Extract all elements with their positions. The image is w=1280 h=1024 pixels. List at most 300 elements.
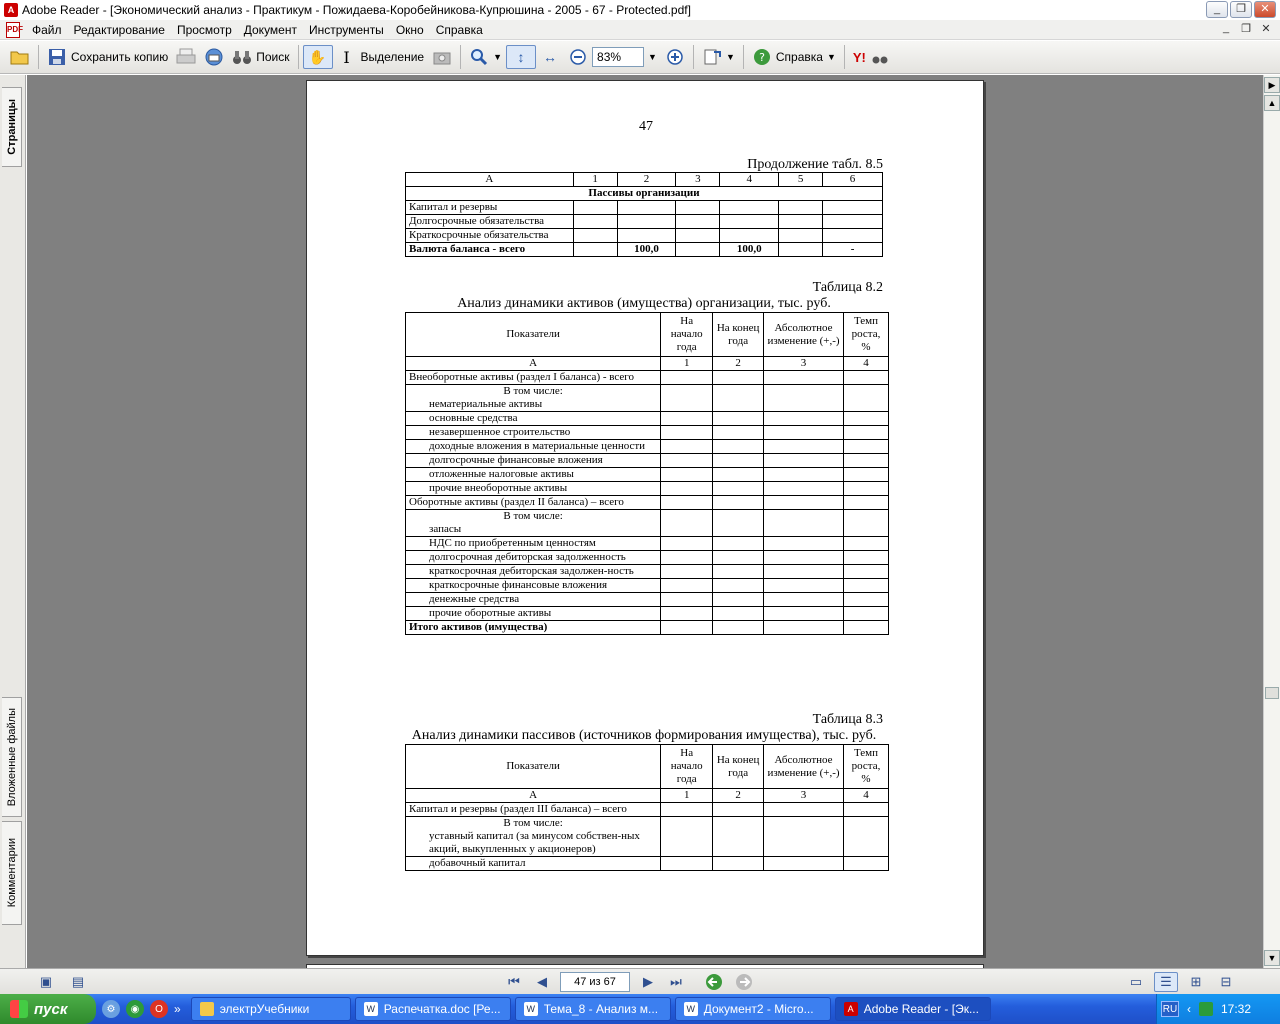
pdf-page xyxy=(306,80,984,956)
table-cell xyxy=(713,593,764,607)
table-cell xyxy=(661,385,713,412)
table-cell: Валюта баланса - всего xyxy=(406,243,574,257)
adobe-reader-app-icon[interactable]: A xyxy=(4,3,18,17)
table-cell xyxy=(764,857,844,871)
print-button[interactable] xyxy=(172,45,200,69)
svg-text:?: ? xyxy=(758,51,765,64)
table-cell xyxy=(713,537,764,551)
table-cell xyxy=(713,579,764,593)
table-8-2-number: Таблица 8.2 xyxy=(812,280,883,295)
rotate-dropdown-icon[interactable]: ▼ xyxy=(725,52,735,62)
table-row xyxy=(406,215,883,229)
panel-toggle-icon: ▣ xyxy=(39,973,53,989)
minimize-button[interactable]: _ xyxy=(1206,1,1228,18)
taskbar-item-label: Распечатка.doc [Ре... xyxy=(383,1002,501,1016)
taskbar-item-word-1[interactable] xyxy=(355,997,511,1021)
single-page-layout-button[interactable] xyxy=(1124,972,1148,992)
table-cell xyxy=(676,243,720,257)
status-bar xyxy=(0,968,1280,994)
scroll-split-arrow-icon[interactable]: ▶ xyxy=(1264,77,1280,93)
zoom-out-icon xyxy=(568,47,588,67)
table-cell xyxy=(844,565,889,579)
menu-window[interactable]: Окно xyxy=(395,22,424,37)
search-button[interactable] xyxy=(228,45,293,69)
table-row xyxy=(406,817,889,857)
table-cell xyxy=(823,229,883,243)
row-label-cell: Итого активов (имущества) xyxy=(406,621,661,635)
yahoo-logo-icon: Y! xyxy=(852,49,866,65)
vertical-scrollbar[interactable] xyxy=(1263,75,1280,968)
table-cell xyxy=(713,621,764,635)
yahoo-search-button[interactable] xyxy=(849,45,894,69)
doc-minimize-button[interactable]: _ xyxy=(1222,22,1230,34)
table-8-2-title: Анализ динамики активов (имущества) организации, тыс. руб. xyxy=(457,296,831,311)
table-cell xyxy=(713,371,764,385)
row-label-cell xyxy=(406,817,661,857)
table-cell xyxy=(764,621,844,635)
windows-taskbar xyxy=(0,994,1280,1024)
save-copy-button[interactable] xyxy=(43,45,172,69)
taskbar-item-word-2[interactable] xyxy=(515,997,671,1021)
taskbar-item-label: Документ2 - Micro... xyxy=(703,1002,814,1016)
row-label: запасы xyxy=(429,523,462,535)
browser-globe-icon[interactable]: ◉ xyxy=(126,1000,144,1018)
zoom-in-button[interactable] xyxy=(661,45,689,69)
camera-icon xyxy=(432,47,452,67)
save-copy-label: Сохранить копию xyxy=(71,50,169,64)
facing-layout-button[interactable] xyxy=(1184,972,1208,992)
table-row xyxy=(406,468,889,482)
table-cell: 4 xyxy=(844,789,889,803)
table-header-cell: На начало года xyxy=(661,745,713,789)
table-cell xyxy=(844,496,889,510)
fit-width-icon: ↔ xyxy=(543,49,558,65)
table-row xyxy=(406,510,889,537)
help-button[interactable] xyxy=(748,45,840,69)
taskbar-item-label: Тема_8 - Анализ м... xyxy=(543,1002,659,1016)
table-cell xyxy=(720,229,779,243)
start-button[interactable] xyxy=(0,994,96,1024)
table-row xyxy=(406,187,883,201)
printer-icon xyxy=(176,47,196,67)
table-header-row xyxy=(406,313,889,357)
pages-tab-label: Страницы xyxy=(5,99,18,155)
table-row xyxy=(406,412,889,426)
fit-width-button[interactable] xyxy=(536,45,564,69)
table-cell xyxy=(764,468,844,482)
open-button[interactable] xyxy=(6,45,34,69)
rotate-view-button[interactable] xyxy=(698,45,739,69)
table-row xyxy=(406,440,889,454)
table-cell xyxy=(661,857,713,871)
table-cell xyxy=(764,496,844,510)
table-cell: - xyxy=(823,243,883,257)
pages-tab[interactable] xyxy=(2,87,22,167)
table-cell xyxy=(713,468,764,482)
section-title: Пассивы организации xyxy=(406,187,883,201)
doc-close-button[interactable]: ✕ xyxy=(1261,23,1271,35)
table-row xyxy=(406,482,889,496)
table-cell xyxy=(764,817,844,857)
table-cell xyxy=(844,371,889,385)
table-cell xyxy=(844,412,889,426)
previous-page-icon: ◀ xyxy=(537,973,547,989)
taskbar-item-folder[interactable] xyxy=(191,997,351,1021)
word-doc-icon: W xyxy=(364,1002,378,1016)
language-indicator[interactable]: RU xyxy=(1161,1001,1179,1017)
help-question-icon xyxy=(752,47,772,67)
table-cell xyxy=(779,229,823,243)
row-label-cell xyxy=(406,510,661,537)
row-label-cell: незавершенное строительство xyxy=(406,426,661,440)
pdf-document-icon[interactable]: PDF xyxy=(6,22,20,38)
fit-height-button[interactable] xyxy=(506,45,536,69)
table-cell xyxy=(713,565,764,579)
scroll-up-arrow-icon[interactable]: ▲ xyxy=(1264,95,1280,111)
table-cell xyxy=(844,510,889,537)
table-row-total xyxy=(406,243,883,257)
table-cell xyxy=(764,551,844,565)
row-label-cell: Внеоборотные активы (раздел I баланса) - всего xyxy=(406,371,661,385)
scroll-down-arrow-icon[interactable]: ▼ xyxy=(1264,950,1280,966)
table-cell xyxy=(844,621,889,635)
table-body xyxy=(406,371,889,635)
zoom-out-button[interactable] xyxy=(564,45,592,69)
binoculars-icon xyxy=(232,47,252,67)
row-label-cell: основные средства xyxy=(406,412,661,426)
row-label-cell xyxy=(406,385,661,412)
zoom-level-input[interactable] xyxy=(592,47,644,67)
row-label-cell: долгосрочная дебиторская задолженность xyxy=(406,551,661,565)
table-cell: Капитал и резервы xyxy=(406,201,574,215)
table-cell: 5 xyxy=(779,173,823,187)
email-globe-icon xyxy=(204,47,224,67)
table-cell xyxy=(823,201,883,215)
help-label: Справка xyxy=(775,50,823,64)
continuous-layout-button[interactable] xyxy=(1154,972,1178,992)
table-cell xyxy=(764,579,844,593)
table-cell xyxy=(764,385,844,412)
table-row xyxy=(406,789,889,803)
row-label-cell: отложенные налоговые активы xyxy=(406,468,661,482)
table-cell: 2 xyxy=(713,789,764,803)
first-page-button[interactable] xyxy=(502,972,526,992)
row-label-cell: краткосрочная дебиторская задолжен-ность xyxy=(406,565,661,579)
taskbar-item-adobe-reader[interactable] xyxy=(835,997,991,1021)
open-folder-icon xyxy=(10,47,30,67)
table-row xyxy=(406,385,889,412)
table-row xyxy=(406,426,889,440)
table-row xyxy=(406,565,889,579)
table-cell xyxy=(661,565,713,579)
table-cell: 100,0 xyxy=(617,243,676,257)
table-header-cell: На конец года xyxy=(713,745,764,789)
table-cell: 3 xyxy=(764,789,844,803)
table-cell xyxy=(676,201,720,215)
text-cursor-icon: I xyxy=(343,47,350,67)
menu-tools[interactable]: Инструменты xyxy=(308,22,384,37)
table-cell xyxy=(844,385,889,412)
table-row xyxy=(406,537,889,551)
row-label-cell: прочие оборотные активы xyxy=(406,607,661,621)
row-label-cell: долгосрочные финансовые вложения xyxy=(406,454,661,468)
menu-file[interactable]: Файл xyxy=(32,22,62,37)
table-cell xyxy=(764,593,844,607)
word-doc-icon: W xyxy=(524,1002,538,1016)
document-view[interactable] xyxy=(27,75,1263,968)
table-cell xyxy=(764,440,844,454)
table-header-cell: Темп роста, % xyxy=(844,745,889,789)
table-cell: 3 xyxy=(676,173,720,187)
single-page-icon: ▭ xyxy=(1129,973,1143,989)
next-page-icon: ▶ xyxy=(643,973,653,989)
row-label-cell: краткосрочные финансовые вложения xyxy=(406,579,661,593)
table-cell xyxy=(720,201,779,215)
email-button[interactable] xyxy=(200,45,228,69)
adobe-reader-icon: A xyxy=(844,1002,858,1016)
table-header-cell: На начало года xyxy=(661,313,713,357)
fit-height-icon: ↕ xyxy=(517,49,525,65)
menu-document[interactable]: Документ xyxy=(243,22,297,37)
attachments-tab[interactable] xyxy=(2,697,22,817)
table-cell xyxy=(713,454,764,468)
window-title: Adobe Reader - [Экономический анализ - Практикум - Пожидаева-Коробейникова-Купрюшина - 2005 - 67 - Protected.pdf] xyxy=(22,3,691,17)
continuous-facing-layout-button[interactable] xyxy=(1214,972,1238,992)
table-cell xyxy=(713,412,764,426)
toolbar xyxy=(0,41,1280,74)
table-cell: А xyxy=(406,173,574,187)
table-row xyxy=(406,803,889,817)
row-label-cell: доходные вложения в материальные ценности xyxy=(406,440,661,454)
table-cell: А xyxy=(406,357,661,371)
clock: 17:32 xyxy=(1221,1002,1252,1016)
table-cell xyxy=(661,817,713,857)
table-cell xyxy=(661,579,713,593)
table-cell xyxy=(713,607,764,621)
go-forward-button[interactable] xyxy=(732,972,756,992)
table-cell xyxy=(713,385,764,412)
first-page-icon: ⏮ xyxy=(508,973,520,989)
row-label-cell: денежные средства xyxy=(406,593,661,607)
last-page-button[interactable] xyxy=(664,972,688,992)
table-cell xyxy=(713,482,764,496)
zoom-level-dropdown[interactable] xyxy=(644,45,661,69)
table-cell xyxy=(844,593,889,607)
table-cell xyxy=(764,537,844,551)
row-group-label: В том числе: xyxy=(503,385,563,397)
table-cell: 100,0 xyxy=(720,243,779,257)
table-cell xyxy=(661,803,713,817)
table-cell xyxy=(844,551,889,565)
select-tool-button[interactable] xyxy=(333,45,429,69)
table-cell xyxy=(713,551,764,565)
table-cell xyxy=(764,371,844,385)
table-cell xyxy=(661,496,713,510)
table-8-3 xyxy=(405,744,889,871)
table-header-cell: Показатели xyxy=(406,745,661,789)
network-icon[interactable]: ⚙ xyxy=(102,1000,120,1018)
table-cell xyxy=(844,482,889,496)
table-row xyxy=(406,454,889,468)
table-cell: 6 xyxy=(823,173,883,187)
table-cell xyxy=(661,371,713,385)
table-cell: 1 xyxy=(661,357,713,371)
menu-edit[interactable]: Редактирование xyxy=(73,22,165,37)
table-cell xyxy=(779,215,823,229)
table-cell xyxy=(844,537,889,551)
table-header-cell: На конец года xyxy=(713,313,764,357)
table-row xyxy=(406,621,889,635)
table-cell xyxy=(713,817,764,857)
table-cell xyxy=(764,412,844,426)
table-cell xyxy=(823,215,883,229)
zoom-tool-button[interactable] xyxy=(465,45,506,69)
go-back-button[interactable] xyxy=(702,972,726,992)
table-row xyxy=(406,371,889,385)
table-8-2 xyxy=(405,312,889,635)
last-page-icon: ⏭ xyxy=(670,973,682,989)
table-cell xyxy=(713,510,764,537)
page-options-icon: ▤ xyxy=(71,973,85,989)
magnifier-zoom-icon xyxy=(469,47,489,67)
table-cell: 4 xyxy=(844,357,889,371)
search-label: Поиск xyxy=(256,50,290,64)
table-cell xyxy=(573,201,617,215)
row-group-label: В том числе: xyxy=(503,510,563,522)
table-8-3-number: Таблица 8.3 xyxy=(812,712,883,727)
menu-bar xyxy=(0,20,1280,40)
table-8-3-title: Анализ динамики пассивов (источников формирования имущества), тыс. руб. xyxy=(411,728,877,743)
table-cell xyxy=(713,857,764,871)
table-cell xyxy=(844,607,889,621)
windows-logo-icon xyxy=(10,1000,28,1018)
title-bar xyxy=(0,0,1280,20)
restore-button[interactable]: ❐ xyxy=(1230,1,1252,18)
table-cell xyxy=(764,426,844,440)
continuous-facing-icon: ⊟ xyxy=(1220,973,1232,989)
table-cell xyxy=(713,496,764,510)
table-cell xyxy=(764,482,844,496)
table-cell xyxy=(779,243,823,257)
table-cell xyxy=(661,412,713,426)
taskbar-item-word-3[interactable] xyxy=(675,997,831,1021)
table-cell xyxy=(617,201,676,215)
table-cell xyxy=(661,454,713,468)
menu-help[interactable]: Справка xyxy=(435,22,483,37)
table-cell xyxy=(573,215,617,229)
start-label: пуск xyxy=(34,1000,68,1018)
table-cell xyxy=(844,440,889,454)
help-dropdown-icon[interactable]: ▼ xyxy=(826,52,836,62)
table-cell xyxy=(661,607,713,621)
row-label: уставный капитал (за минусом собствен-ных акций, выкупленных у акционеров) xyxy=(429,830,640,855)
table-cell xyxy=(764,454,844,468)
table-cell xyxy=(844,803,889,817)
doc-restore-button[interactable]: ❐ xyxy=(1241,23,1251,35)
hand-icon: ✋ xyxy=(308,48,327,65)
previous-page-button[interactable] xyxy=(530,972,554,992)
table-row xyxy=(406,551,889,565)
table-cell xyxy=(661,510,713,537)
navigation-panel xyxy=(0,75,26,968)
table-row xyxy=(406,357,889,371)
table-cell xyxy=(844,857,889,871)
table-cell xyxy=(720,215,779,229)
floppy-disk-icon xyxy=(47,47,67,67)
table-cell xyxy=(573,229,617,243)
table-row xyxy=(406,201,883,215)
table-cell: 4 xyxy=(720,173,779,187)
page-number: 47 xyxy=(639,119,653,134)
next-page-button[interactable] xyxy=(636,972,660,992)
table-cell xyxy=(713,803,764,817)
comments-tab-label: Комментарии xyxy=(5,838,18,908)
scroll-thumb[interactable] xyxy=(1265,687,1279,699)
table-row xyxy=(406,857,889,871)
taskbar-item-label: электрУчебники xyxy=(219,1002,310,1016)
table-cell xyxy=(676,229,720,243)
word-doc-icon: W xyxy=(684,1002,698,1016)
row-label: нематериальные активы xyxy=(429,398,543,410)
table-cell xyxy=(844,454,889,468)
table-cell: А xyxy=(406,789,661,803)
facing-pages-icon: ⊞ xyxy=(1190,973,1202,989)
table-cell: 3 xyxy=(764,357,844,371)
menu-view[interactable]: Просмотр xyxy=(176,22,232,37)
table-cell: 1 xyxy=(661,789,713,803)
attachments-tab-label: Вложенные файлы xyxy=(5,707,18,807)
page-options-button[interactable] xyxy=(66,972,90,992)
zoom-tool-dropdown-icon[interactable]: ▼ xyxy=(493,52,503,62)
hand-tool-button[interactable] xyxy=(303,45,333,69)
table-cell xyxy=(844,579,889,593)
table-header-row xyxy=(406,745,889,789)
rotate-page-icon xyxy=(702,47,722,67)
table-row xyxy=(406,607,889,621)
table-cell: 2 xyxy=(617,173,676,187)
quicklaunch-more-icon[interactable]: » xyxy=(174,1002,181,1016)
close-button[interactable]: ✕ xyxy=(1254,1,1276,18)
table-8-5 xyxy=(405,172,883,257)
table-cell xyxy=(661,482,713,496)
table-cell xyxy=(661,440,713,454)
row-group-label: В том числе: xyxy=(503,817,563,829)
table-cell: Краткосрочные обязательства xyxy=(406,229,574,243)
opera-icon[interactable]: O xyxy=(150,1000,168,1018)
tray-collapse-icon[interactable]: ‹ xyxy=(1187,1002,1191,1016)
tray-app-icon[interactable] xyxy=(1199,1002,1213,1016)
table-cell: 1 xyxy=(573,173,617,187)
table-cell xyxy=(764,607,844,621)
table-cell xyxy=(661,426,713,440)
table-cell xyxy=(713,440,764,454)
row-label-cell: прочие внеоборотные активы xyxy=(406,482,661,496)
table-row xyxy=(406,593,889,607)
table-cell xyxy=(713,426,764,440)
folder-icon xyxy=(200,1002,214,1016)
table-cell xyxy=(844,426,889,440)
table-header-cell: Абсолютное изменение (+,-) xyxy=(764,745,844,789)
table-cell xyxy=(661,468,713,482)
snapshot-button[interactable] xyxy=(428,45,456,69)
table-cell xyxy=(779,201,823,215)
comments-tab[interactable] xyxy=(2,821,22,925)
table-cell xyxy=(573,243,617,257)
show-navigation-button[interactable] xyxy=(34,972,58,992)
select-tool-label: Выделение xyxy=(360,50,425,64)
table-cell xyxy=(676,215,720,229)
page-number-field[interactable]: 47 из 67 xyxy=(560,972,630,992)
